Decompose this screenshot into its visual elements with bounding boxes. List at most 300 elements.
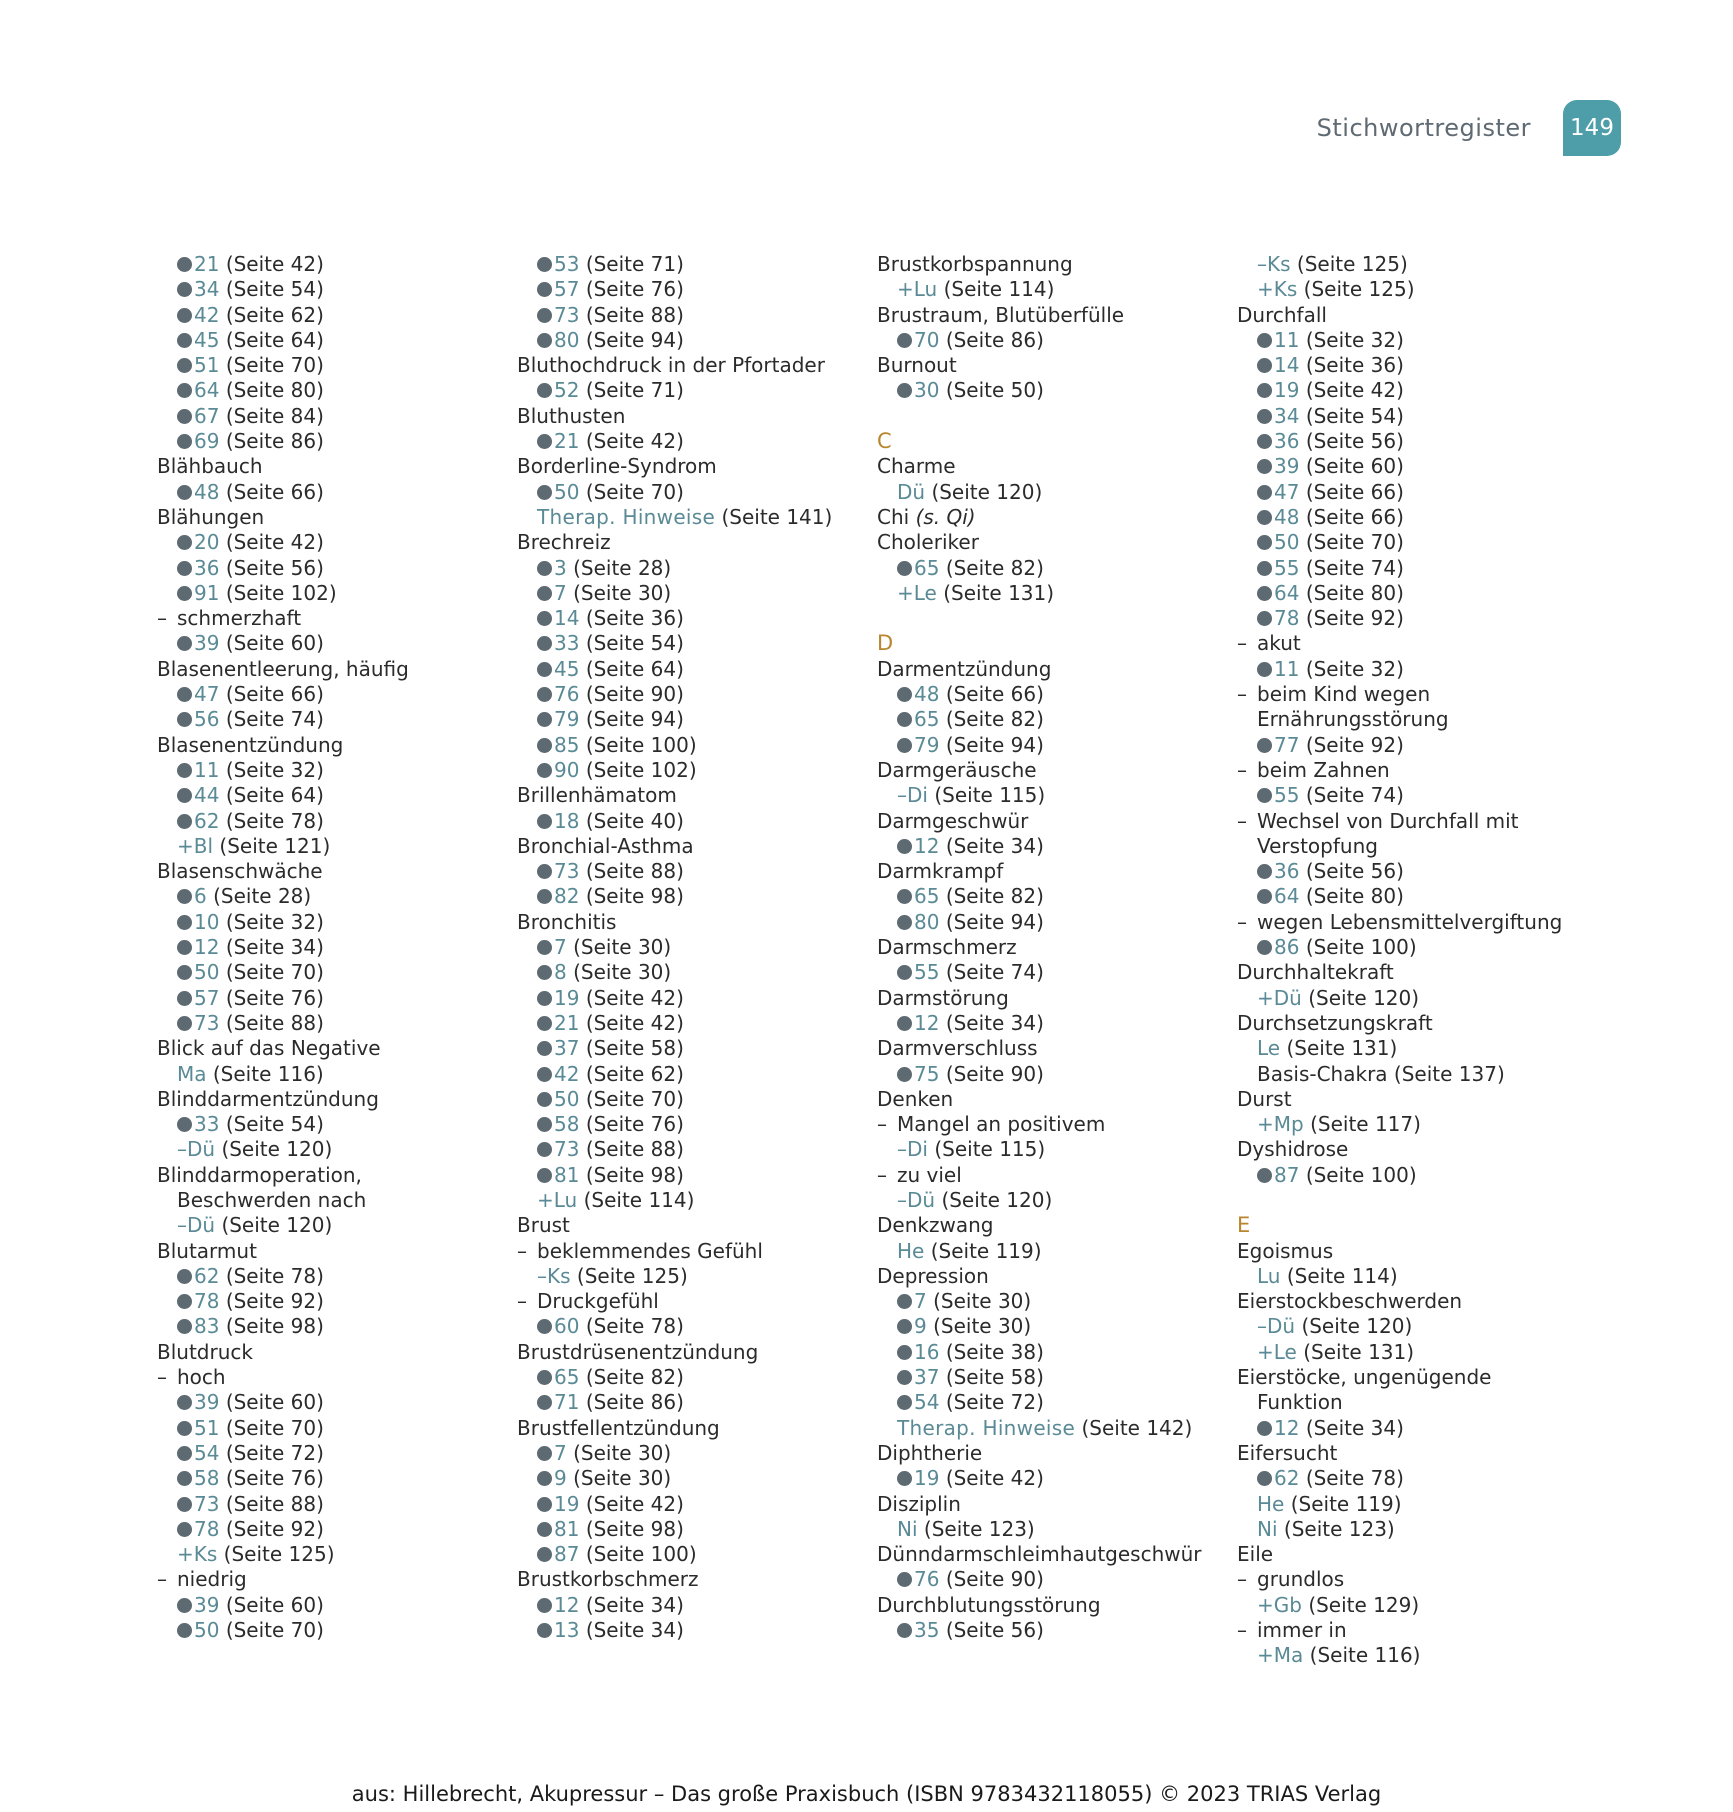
point-dot-icon	[177, 434, 192, 449]
meridian-reference	[157, 1542, 507, 1567]
point-dot-icon	[1257, 409, 1272, 424]
point-dot-icon	[177, 586, 192, 601]
point-number: 7	[554, 935, 567, 960]
index-term: Blasenentzündung	[157, 732, 344, 757]
point-number: 36	[194, 555, 220, 580]
point-reference	[1237, 733, 1587, 758]
dash-mark: –	[157, 1365, 167, 1390]
page-reference: (Seite 70)	[225, 960, 324, 985]
page-reference: (Seite 102)	[225, 580, 337, 605]
continuation-text: Funktion	[1257, 1390, 1343, 1415]
page-reference: (Seite 30)	[573, 935, 672, 960]
point-number: 12	[1274, 1415, 1300, 1440]
point-reference	[517, 809, 867, 834]
meridian-code: +Ma	[1257, 1643, 1304, 1668]
point-reference	[517, 1365, 867, 1390]
point-dot-icon	[897, 383, 912, 398]
page-reference: (Seite 42)	[225, 252, 324, 276]
point-reference	[877, 1289, 1227, 1314]
blank-line	[1237, 1188, 1587, 1213]
page-reference: (Seite 80)	[1305, 580, 1404, 605]
point-dot-icon	[177, 965, 192, 980]
point-number: 58	[194, 1466, 220, 1491]
point-reference	[157, 682, 507, 707]
meridian-reference	[877, 480, 1227, 505]
sub-term-text: hoch	[177, 1365, 226, 1390]
point-dot-icon	[1257, 459, 1272, 474]
page-reference: (Seite 100)	[1305, 935, 1417, 960]
point-dot-icon	[537, 383, 552, 398]
point-dot-icon	[537, 611, 552, 626]
page-reference: (Seite 74)	[225, 707, 324, 732]
meridian-reference	[877, 1137, 1227, 1162]
point-number: 54	[914, 1390, 940, 1415]
page-reference: (Seite 60)	[225, 1592, 324, 1617]
page-reference: (Seite 125)	[1303, 277, 1415, 302]
page-reference: (Seite 78)	[225, 808, 324, 833]
page-reference: (Seite 88)	[225, 1491, 324, 1516]
page-reference: (Seite 70)	[1305, 530, 1404, 555]
sub-term-text: Mangel an positivem	[897, 1112, 1106, 1137]
page-reference: (Seite 30)	[573, 580, 672, 605]
page-reference: (Seite 125)	[576, 1263, 688, 1288]
point-reference	[877, 1365, 1227, 1390]
page-reference: (Seite 78)	[225, 1263, 324, 1288]
page-reference: (Seite 141)	[721, 504, 833, 529]
page-reference: (Seite 56)	[1305, 859, 1404, 884]
meridian-code: +Lu	[897, 277, 938, 302]
page-reference: (Seite 60)	[225, 631, 324, 656]
page-reference: (Seite 119)	[930, 1238, 1042, 1263]
point-reference	[517, 1137, 867, 1162]
point-dot-icon	[897, 333, 912, 348]
page-reference: (Seite 94)	[945, 732, 1044, 757]
point-reference	[157, 353, 507, 378]
point-number: 19	[554, 1491, 580, 1516]
continuation-text: Basis-Chakra (Seite 137)	[1257, 1061, 1505, 1086]
point-reference	[1237, 378, 1587, 403]
point-number: 81	[554, 1162, 580, 1187]
point-number: 6	[194, 884, 207, 909]
section-letter: C	[877, 429, 892, 454]
meridian-reference	[1237, 277, 1587, 302]
meridian-reference	[157, 834, 507, 859]
page-reference: (Seite 114)	[1286, 1263, 1398, 1288]
point-dot-icon	[1257, 383, 1272, 398]
point-number: 11	[1274, 656, 1300, 681]
point-dot-icon	[537, 864, 552, 879]
point-reference	[517, 884, 867, 909]
point-number: 51	[194, 353, 220, 378]
meridian-reference	[157, 1137, 507, 1162]
point-number: 55	[1274, 783, 1300, 808]
point-number: 57	[194, 985, 220, 1010]
sub-term	[1237, 631, 1587, 656]
sub-term	[1237, 1567, 1587, 1592]
meridian-code: +Ks	[1257, 277, 1298, 302]
point-dot-icon	[177, 1395, 192, 1410]
point-reference	[1237, 505, 1587, 530]
dash-mark: –	[1237, 682, 1247, 707]
see-target: (s. Qi)	[915, 504, 976, 529]
index-column-1	[157, 252, 507, 1643]
copyright-footer: aus: Hillebrecht, Akupressur – Das große Praxisbuch (ISBN 9783432118055) © 2023 TRIAS Verlag	[351, 1782, 1382, 1806]
dash-mark: –	[1237, 808, 1247, 833]
page-reference: (Seite 82)	[945, 884, 1044, 909]
point-number: 65	[914, 555, 940, 580]
point-number: 51	[194, 1415, 220, 1440]
point-number: 50	[554, 479, 580, 504]
index-term: Burnout	[877, 353, 957, 378]
point-dot-icon	[177, 889, 192, 904]
index-term: Durst	[1237, 1086, 1292, 1111]
point-dot-icon	[897, 1016, 912, 1031]
section-letter: E	[1237, 1213, 1251, 1238]
point-number: 50	[194, 1618, 220, 1643]
point-reference	[517, 1517, 867, 1542]
point-dot-icon	[537, 1041, 552, 1056]
point-dot-icon	[177, 687, 192, 702]
point-dot-icon	[537, 814, 552, 829]
meridian-reference	[1237, 986, 1587, 1011]
page-reference: (Seite 120)	[931, 479, 1043, 504]
point-number: 69	[194, 429, 220, 454]
page-reference: (Seite 94)	[585, 327, 684, 352]
sub-term-text: zu viel	[897, 1162, 962, 1187]
point-number: 21	[554, 1010, 580, 1035]
page-reference: (Seite 78)	[585, 1314, 684, 1339]
point-dot-icon	[897, 889, 912, 904]
page-reference: (Seite 38)	[945, 1339, 1044, 1364]
point-number: 73	[554, 859, 580, 884]
point-dot-icon	[177, 712, 192, 727]
page-reference: (Seite 125)	[1296, 252, 1408, 276]
point-reference	[877, 378, 1227, 403]
page-reference: (Seite 70)	[585, 479, 684, 504]
page-reference: (Seite 121)	[219, 833, 331, 858]
sub-term	[157, 1365, 507, 1390]
page-reference: (Seite 66)	[1305, 504, 1404, 529]
page-reference: (Seite 115)	[934, 1137, 1046, 1162]
point-dot-icon	[177, 788, 192, 803]
point-number: 12	[194, 935, 220, 960]
point-dot-icon	[1257, 535, 1272, 550]
point-dot-icon	[1257, 788, 1272, 803]
index-term: Darmgeschwür	[877, 808, 1029, 833]
index-term: Durchhaltekraft	[1237, 960, 1394, 985]
point-reference	[877, 1618, 1227, 1643]
meridian-reference	[517, 1188, 867, 1213]
sub-term	[1237, 809, 1587, 834]
point-number: 58	[554, 1112, 580, 1137]
page-reference: (Seite 28)	[213, 884, 312, 909]
point-number: 19	[554, 985, 580, 1010]
index-term: Depression	[877, 1263, 989, 1288]
point-dot-icon	[1257, 586, 1272, 601]
page-reference: (Seite 88)	[585, 859, 684, 884]
index-term: Darmverschluss	[877, 1036, 1038, 1061]
page-reference: (Seite 36)	[1305, 353, 1404, 378]
point-number: 33	[194, 1112, 220, 1137]
point-dot-icon	[1257, 889, 1272, 904]
page-reference: (Seite 82)	[585, 1365, 684, 1390]
page-reference: (Seite 116)	[1309, 1643, 1421, 1668]
page-reference: (Seite 100)	[585, 732, 697, 757]
point-reference	[157, 328, 507, 353]
sub-term	[1237, 1618, 1587, 1643]
point-dot-icon	[177, 561, 192, 576]
point-number: 80	[554, 327, 580, 352]
point-dot-icon	[1257, 1168, 1272, 1183]
point-reference	[877, 884, 1227, 909]
point-reference	[517, 581, 867, 606]
point-dot-icon	[1257, 358, 1272, 373]
sub-term-text: schmerzhaft	[177, 606, 302, 631]
point-reference	[157, 480, 507, 505]
index-term: Eile	[1237, 1542, 1274, 1567]
dash-mark: –	[1237, 757, 1247, 782]
dash-mark: –	[1237, 631, 1247, 656]
point-dot-icon	[897, 1067, 912, 1082]
dash-mark: –	[1237, 909, 1247, 934]
page-reference: (Seite 54)	[225, 277, 324, 302]
point-reference	[877, 1390, 1227, 1415]
point-dot-icon	[537, 1168, 552, 1183]
point-dot-icon	[537, 308, 552, 323]
meridian-code: –Di	[897, 783, 928, 808]
page-reference: (Seite 92)	[225, 1516, 324, 1541]
point-number: 50	[554, 1086, 580, 1111]
point-dot-icon	[537, 965, 552, 980]
continuation-text: Beschwerden nach	[177, 1187, 367, 1212]
page-reference: (Seite 94)	[585, 707, 684, 732]
index-term: Brechreiz	[517, 530, 611, 555]
page-reference: (Seite 120)	[221, 1213, 333, 1238]
point-reference	[517, 480, 867, 505]
sub-term	[517, 1289, 867, 1314]
page-reference: (Seite 28)	[573, 555, 672, 580]
point-reference	[157, 1441, 507, 1466]
point-dot-icon	[537, 1319, 552, 1334]
point-reference	[157, 1492, 507, 1517]
point-dot-icon	[1257, 333, 1272, 348]
page-reference: (Seite 74)	[1305, 555, 1404, 580]
page-reference: (Seite 72)	[945, 1390, 1044, 1415]
page-reference: (Seite 54)	[585, 631, 684, 656]
point-dot-icon	[1257, 485, 1272, 500]
page-reference: (Seite 42)	[585, 1010, 684, 1035]
point-reference	[517, 303, 867, 328]
page-reference: (Seite 56)	[225, 555, 324, 580]
point-number: 64	[194, 378, 220, 403]
sub-term-text: beklemmendes Gefühl	[537, 1238, 763, 1263]
index-term: Blasenschwäche	[157, 859, 323, 884]
index-term: Disziplin	[877, 1491, 961, 1516]
point-number: 37	[554, 1036, 580, 1061]
point-number: 18	[554, 808, 580, 833]
point-reference	[877, 1011, 1227, 1036]
point-number: 9	[554, 1466, 567, 1491]
page-reference: (Seite 92)	[225, 1289, 324, 1314]
point-reference	[517, 1441, 867, 1466]
meridian-reference	[877, 1188, 1227, 1213]
page-reference: (Seite 98)	[225, 1314, 324, 1339]
page-reference: (Seite 92)	[1305, 732, 1404, 757]
point-reference	[517, 1314, 867, 1339]
page-reference: (Seite 71)	[585, 252, 684, 276]
point-dot-icon	[537, 889, 552, 904]
meridian-code: –Ks	[537, 1263, 571, 1288]
meridian-reference	[1237, 1517, 1587, 1542]
point-reference	[157, 429, 507, 454]
point-reference	[157, 758, 507, 783]
point-reference	[157, 935, 507, 960]
point-number: 79	[914, 732, 940, 757]
point-dot-icon	[537, 1016, 552, 1031]
point-number: 81	[554, 1516, 580, 1541]
index-term: Brustkorbschmerz	[517, 1567, 699, 1592]
index-term: Darmkrampf	[877, 859, 1004, 884]
point-dot-icon	[537, 1370, 552, 1385]
meridian-reference	[877, 1239, 1227, 1264]
point-reference	[517, 631, 867, 656]
page-reference: (Seite 56)	[1305, 429, 1404, 454]
point-dot-icon	[897, 915, 912, 930]
point-reference	[1237, 454, 1587, 479]
page-reference: (Seite 80)	[225, 378, 324, 403]
point-dot-icon	[177, 915, 192, 930]
meridian-reference	[877, 1517, 1227, 1542]
page-reference: (Seite 66)	[1305, 479, 1404, 504]
point-number: 50	[194, 960, 220, 985]
point-dot-icon	[897, 1319, 912, 1334]
point-reference	[517, 657, 867, 682]
point-reference	[517, 986, 867, 1011]
point-dot-icon	[537, 1395, 552, 1410]
page-reference: (Seite 64)	[225, 327, 324, 352]
point-number: 12	[914, 833, 940, 858]
page-reference: (Seite 34)	[945, 1010, 1044, 1035]
point-dot-icon	[537, 636, 552, 651]
point-dot-icon	[177, 814, 192, 829]
meridian-reference	[1237, 1036, 1587, 1061]
point-number: 53	[554, 252, 580, 276]
page-reference: (Seite 92)	[1305, 606, 1404, 631]
point-number: 64	[1274, 884, 1300, 909]
point-reference	[517, 1466, 867, 1491]
point-reference	[517, 556, 867, 581]
point-number: 75	[914, 1061, 940, 1086]
point-dot-icon	[1257, 738, 1272, 753]
point-reference	[157, 404, 507, 429]
meridian-reference	[1237, 1593, 1587, 1618]
page-reference: (Seite 129)	[1308, 1592, 1420, 1617]
point-reference	[157, 1112, 507, 1137]
point-number: 39	[194, 631, 220, 656]
meridian-reference	[1237, 1314, 1587, 1339]
point-number: 71	[554, 1390, 580, 1415]
point-number: 11	[1274, 327, 1300, 352]
page-reference: (Seite 34)	[585, 1592, 684, 1617]
index-term: Durchfall	[1237, 302, 1327, 327]
point-dot-icon	[537, 561, 552, 576]
point-dot-icon	[177, 1016, 192, 1031]
page-reference: (Seite 98)	[585, 1516, 684, 1541]
point-reference	[517, 733, 867, 758]
meridian-code: +Bl	[177, 833, 214, 858]
point-reference	[517, 1112, 867, 1137]
point-number: 13	[554, 1618, 580, 1643]
dash-mark: –	[517, 1238, 527, 1263]
point-reference	[157, 809, 507, 834]
point-reference	[1237, 859, 1587, 884]
page-reference: (Seite 70)	[225, 353, 324, 378]
point-number: 73	[554, 1137, 580, 1162]
point-dot-icon	[177, 358, 192, 373]
point-dot-icon	[537, 1623, 552, 1638]
index-term: Brust	[517, 1213, 570, 1238]
dash-mark: –	[157, 1567, 167, 1592]
index-term: Denken	[877, 1086, 954, 1111]
point-number: 73	[194, 1010, 220, 1035]
page-reference: (Seite 82)	[945, 707, 1044, 732]
meridian-code: –Ks	[1257, 252, 1291, 276]
point-dot-icon	[177, 1294, 192, 1309]
point-reference	[157, 378, 507, 403]
meridian-code: +Le	[897, 580, 937, 605]
point-dot-icon	[537, 1471, 552, 1486]
point-reference	[517, 1390, 867, 1415]
sub-term	[877, 1112, 1227, 1137]
point-dot-icon	[177, 636, 192, 651]
page-reference: (Seite 40)	[585, 808, 684, 833]
section-title: Stichwortregister	[1316, 114, 1531, 142]
page-number-badge: 149	[1563, 100, 1621, 156]
meridian-code: –Dü	[177, 1213, 216, 1238]
index-term: Blasenentleerung, häufig	[157, 656, 409, 681]
index-term: Eierstöcke, ungenügende	[1237, 1365, 1492, 1390]
point-number: 19	[1274, 378, 1300, 403]
meridian-reference	[1237, 1340, 1587, 1365]
point-reference	[1237, 606, 1587, 631]
page-reference: (Seite 42)	[945, 1466, 1044, 1491]
page-reference: (Seite 98)	[585, 1162, 684, 1187]
point-reference	[517, 252, 867, 277]
point-dot-icon	[177, 383, 192, 398]
index-term: Charme	[877, 454, 956, 479]
point-dot-icon	[537, 662, 552, 677]
point-reference	[877, 1466, 1227, 1491]
point-number: 85	[554, 732, 580, 757]
page-reference: (Seite 76)	[585, 1112, 684, 1137]
point-number: 11	[194, 757, 220, 782]
page-reference: (Seite 34)	[1305, 1415, 1404, 1440]
index-term: Dünndarmschleimhautgeschwür	[877, 1542, 1202, 1567]
page-reference: (Seite 82)	[945, 555, 1044, 580]
point-reference	[517, 935, 867, 960]
see-reference	[877, 505, 1227, 530]
index-term: Denkzwang	[877, 1213, 994, 1238]
page-reference: (Seite 70)	[585, 1086, 684, 1111]
point-dot-icon	[897, 1572, 912, 1587]
point-dot-icon	[897, 1345, 912, 1360]
page-reference: (Seite 117)	[1310, 1112, 1421, 1137]
point-dot-icon	[177, 1446, 192, 1461]
index-term: Brustdrüsenentzündung	[517, 1339, 759, 1364]
index-term: Darmgeräusche	[877, 757, 1037, 782]
point-reference	[877, 707, 1227, 732]
point-number: 9	[914, 1314, 927, 1339]
